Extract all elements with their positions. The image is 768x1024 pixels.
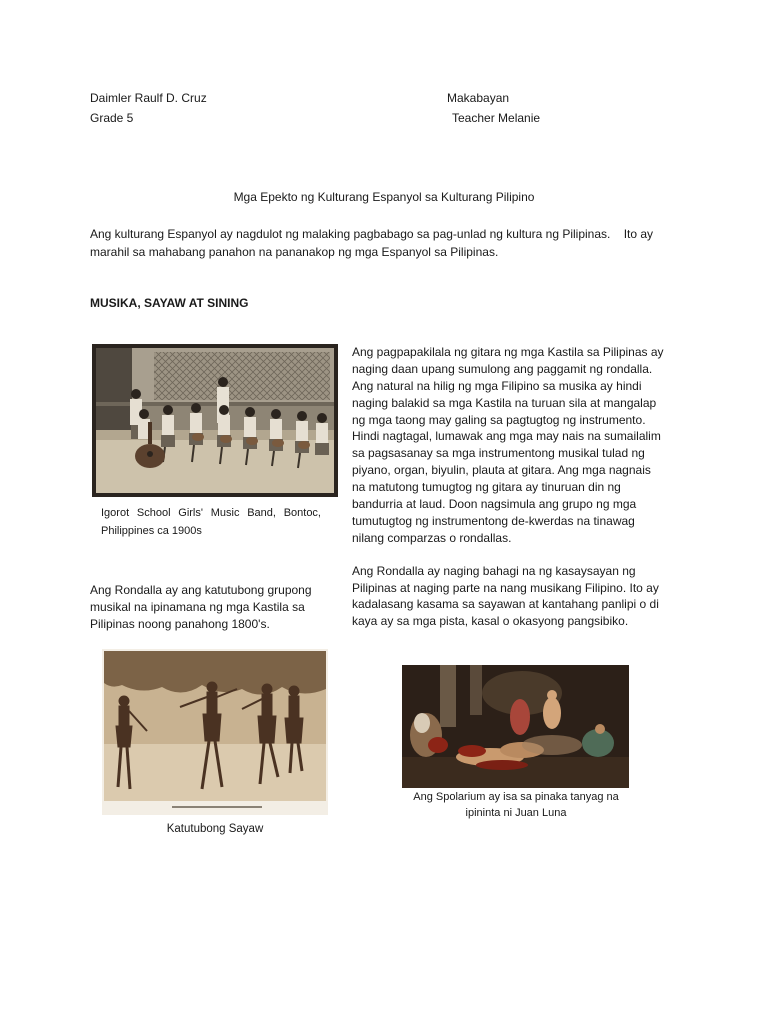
caption-line: ipininta ni Juan Luna <box>465 807 567 819</box>
student-info <box>90 88 207 128</box>
intro-paragraph <box>90 225 653 261</box>
paragraph-line: bandurria at laud. Doon nagsimula ang grupo ng mga <box>352 497 637 512</box>
native-dance-photo <box>102 649 328 815</box>
paragraph-line: piyano, organ, biyulin, plauta at gitara. Ang mga nagnais <box>352 463 651 478</box>
spoliarium-image <box>402 665 629 788</box>
music-band-photo <box>92 344 338 497</box>
student-name: Daimler Raulf D. Cruz <box>90 91 207 105</box>
paragraph-line: na matutong tumugtog ng gitara ay tinuruan din ng <box>352 480 621 495</box>
paragraph-line: Ang Rondalla ay naging bahagi na ng kasaysayan ng <box>352 564 636 578</box>
student-grade: Grade 5 <box>90 111 134 125</box>
section-heading: MUSIKA, SAYAW AT SINING <box>90 296 249 310</box>
native-dance-caption: Katutubong Sayaw <box>166 823 264 835</box>
paragraph-line: naging balakid sa mga Kastila na turuan sila at mangalap <box>352 395 657 410</box>
paragraph-line: ng mga taong may galing sa pagtugtog ng instrumento. <box>352 412 646 427</box>
caption-line: Philippines ca 1900s <box>101 525 202 537</box>
paragraph-line: musikal na ipinamana ng mga Kastila sa <box>90 600 305 614</box>
caption-line: Igorot School Girls' Music Band, Bontoc, <box>101 507 321 519</box>
spoliarium-caption <box>402 789 630 821</box>
paragraph-line: Ang pagpapakilala ng gitara ng mga Kastila sa Pilipinas ay <box>352 345 664 359</box>
native-dance-image <box>102 649 328 815</box>
paragraph-line: Pilipinas noong panahong 1800's. <box>90 617 270 631</box>
paragraph-line: Ang Rondalla ay ang katutubong grupong <box>90 583 312 597</box>
paragraph-line: Hindi nagtagal, lumawak ang mga may nais na sumailalim <box>352 429 661 444</box>
paragraph-line: sa pagsasanay sa mga instrumentong musikal tulad ng <box>352 446 645 461</box>
paragraph-line: kadalasang kasama sa sayawan at kantahang panlipi o di <box>352 597 659 612</box>
torch-glow <box>522 735 582 755</box>
paragraph-line: naging daan upang sumulong ang paggamit ng rondalla. <box>352 361 653 376</box>
music-band-caption <box>101 504 321 540</box>
photo-caption-strip <box>172 806 262 808</box>
paragraph-line: Ang natural na hilig ng mga Filipino sa musika ay hindi <box>352 378 642 393</box>
teacher-name: Teacher Melanie <box>452 111 541 125</box>
spoliarium-painting <box>402 665 629 788</box>
building-lattice <box>154 352 330 400</box>
subject-name: Makabayan <box>447 91 510 105</box>
page-title: Mga Epekto ng Kulturang Espanyol sa Kulturang Pilipino <box>233 190 535 204</box>
subject-label <box>447 88 509 108</box>
rondalla-history-paragraph <box>352 563 659 630</box>
music-band-image <box>92 344 338 497</box>
guitar-paragraph <box>352 344 664 547</box>
paragraph-line: Pilipinas at naging parte na nang musikang Filipino. Ito ay <box>352 580 659 595</box>
paragraph-line: kaya ay sa mga pista, kasal o okasyong pangsibiko. <box>352 614 629 629</box>
intro-line: marahil sa mahabang panahon na pananakop ng mga Espanyol sa Pilipinas. <box>90 245 499 259</box>
intro-line: Ang kulturang Espanyol ay nagdulot ng malaking pagbabago sa pag-unlad ng kultura ng Pilipinas. Ito ay <box>90 227 654 241</box>
paragraph-line: tumutugtog ng instrumentong de-kwerdas na tinawag <box>352 513 635 528</box>
rondalla-intro-paragraph <box>90 582 312 633</box>
teacher-label <box>452 108 540 128</box>
stone-column <box>440 665 456 727</box>
caption-line: Ang Spolarium ay isa sa pinaka tanyag na <box>413 791 619 803</box>
tree-shadow <box>96 348 132 440</box>
paragraph-line: nilang comparzas o rondallas. <box>352 530 512 545</box>
stone-column <box>470 665 482 715</box>
